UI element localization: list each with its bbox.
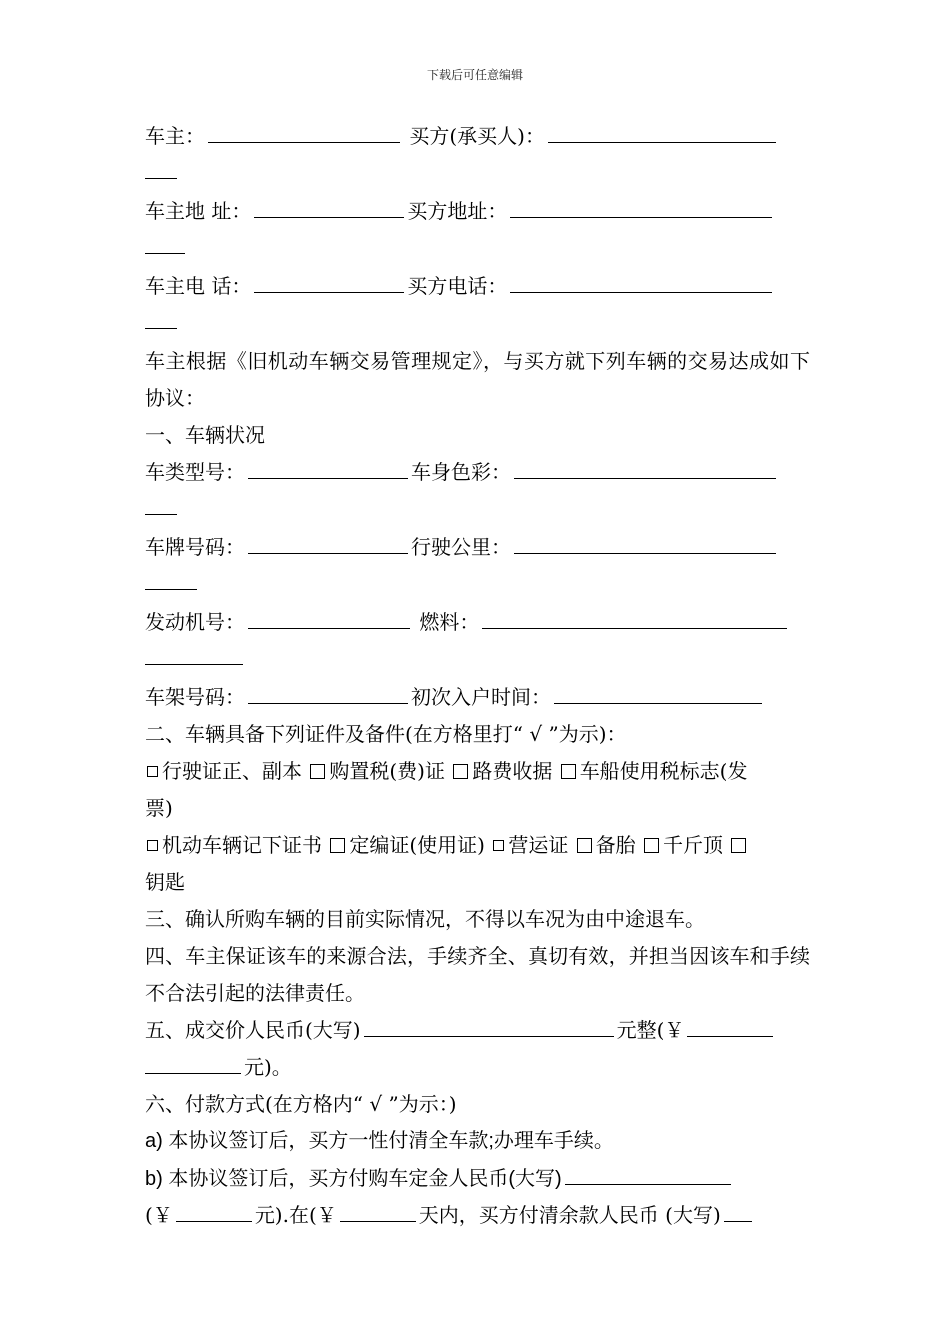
frame-label: 车架号码： (145, 685, 245, 709)
section6-title: 六、付款方式(在方格内“ √ ”为示：) (145, 1092, 457, 1116)
fuel-label: 燃料： (419, 610, 480, 634)
buyer-address-label: 买方地址： (407, 199, 508, 223)
price-number-field[interactable] (687, 1014, 773, 1037)
checkbox-driving-license[interactable] (147, 766, 158, 777)
days-field[interactable] (340, 1199, 416, 1222)
owner-phone-field[interactable] (254, 270, 404, 293)
fuel-field-continued[interactable] (145, 641, 243, 665)
page-header: 下载后可任意编辑 (426, 68, 523, 82)
item-spare-tire: 备胎 (595, 833, 636, 857)
checkbox-operating-cert[interactable] (493, 840, 504, 851)
section3-text: 三、确认所购车辆的目前实际情况，不得以车况为由中途退车。 (145, 907, 705, 931)
owner-field[interactable] (208, 120, 400, 143)
documents-row-2 (145, 827, 810, 864)
checkbox-seating-cert[interactable] (330, 838, 345, 853)
item-jack: 千斤顶 (663, 833, 724, 857)
owner-buyer-row (145, 118, 810, 155)
plate-label: 车牌号码： (145, 535, 245, 559)
color-label: 车身色彩： (411, 460, 511, 484)
payment-b-yen-1: (￥ (145, 1203, 173, 1227)
price-middle: 元整(￥ (616, 1018, 685, 1042)
intro-paragraph: 车主根据《旧机动车辆交易管理规定》，与买方就下列车辆的交易达成如下协议： (145, 349, 810, 410)
model-color-row (145, 454, 810, 491)
price-number-field-continued[interactable] (145, 1051, 241, 1074)
mileage-label: 行驶公里： (411, 535, 511, 559)
price-words-field[interactable] (364, 1014, 614, 1037)
mileage-field-continued[interactable] (145, 566, 197, 590)
owner-phone-label: 车主电 话： (145, 274, 252, 298)
fuel-field[interactable] (482, 606, 787, 629)
registration-field[interactable] (554, 681, 762, 704)
owner-label: 车主： (145, 124, 205, 148)
contract-body (145, 118, 810, 1234)
engine-label: 发动机号： (145, 610, 245, 634)
frame-registration-row (145, 679, 810, 716)
checkbox-toll-receipt[interactable] (453, 764, 468, 779)
payment-b-mid: 元).在(￥ (254, 1203, 337, 1227)
documents-row-1-cont: 票) (145, 796, 173, 820)
checkbox-purchase-tax[interactable] (310, 764, 325, 779)
plate-field[interactable] (248, 531, 408, 554)
balance-words-field[interactable] (724, 1199, 752, 1222)
model-label: 车类型号： (145, 460, 245, 484)
buyer-phone-field[interactable] (510, 270, 772, 293)
buyer-phone-label: 买方电话： (407, 274, 508, 298)
price-suffix: 元)。 (244, 1055, 292, 1079)
checkbox-jack[interactable] (644, 838, 659, 853)
price-row-cont (145, 1049, 810, 1086)
section1-title: 一、车辆状况 (145, 423, 265, 447)
price-row (145, 1012, 810, 1049)
plate-mileage-row (145, 529, 810, 566)
item-purchase-tax: 购置税(费)证 (329, 759, 445, 783)
deposit-number-field[interactable] (176, 1199, 252, 1222)
documents-row-1 (145, 753, 810, 790)
item-registration-cert: 机动车辆记下证书 (162, 833, 322, 857)
buyer-field[interactable] (548, 120, 776, 143)
price-prefix: 五、成交价人民币(大写) (145, 1018, 361, 1042)
checkbox-spare-tire[interactable] (577, 838, 592, 853)
owner-address-field[interactable] (254, 195, 404, 218)
section4-text: 四、车主保证该车的来源合法，手续齐全、真切有效，并担当因该车和手续不合法引起的法律责任。 (145, 944, 810, 1005)
item-toll-receipt: 路费收据 (472, 759, 553, 783)
payment-b-end: 天内，买方付清余款人民币 (大写) (418, 1203, 721, 1227)
frame-field[interactable] (248, 681, 408, 704)
checkbox-registration-cert[interactable] (147, 840, 158, 851)
model-field[interactable] (248, 456, 408, 479)
item-seating-cert: 定编证(使用证) (349, 833, 485, 857)
buyer-address-field[interactable] (510, 195, 772, 218)
deposit-words-field[interactable] (565, 1162, 731, 1185)
color-field-continued[interactable] (145, 491, 177, 515)
payment-option-b (145, 1160, 810, 1197)
item-driving-license: 行驶证正、副本 (162, 759, 302, 783)
section2-title: 二、车辆具备下列证件及备件(在方格里打“ √ ”为示)： (145, 722, 627, 746)
buyer-label: 买方(承买人)： (409, 124, 545, 148)
buyer-field-continued[interactable] (145, 155, 177, 179)
engine-fuel-row (145, 604, 810, 641)
engine-field[interactable] (248, 606, 410, 629)
item-vehicle-tax: 车船使用税标志(发 (579, 759, 748, 783)
payment-b-text: b) 本协议签订后，买方付购车定金人民币(大写) (145, 1168, 562, 1190)
color-field[interactable] (514, 456, 776, 479)
documents-row-2-cont: 钥匙 (145, 870, 185, 894)
address-field-continued[interactable] (145, 230, 185, 254)
address-row (145, 193, 810, 230)
owner-address-label: 车主地 址： (145, 199, 252, 223)
phone-row (145, 268, 810, 305)
payment-option-b-cont (145, 1197, 810, 1234)
payment-option-a: a) 本协议签订后，买方一性付清全车款;办理车手续。 (145, 1130, 614, 1152)
checkbox-keys[interactable] (731, 838, 746, 853)
checkbox-vehicle-tax[interactable] (561, 764, 576, 779)
mileage-field[interactable] (514, 531, 776, 554)
registration-label: 初次入户时间： (411, 685, 551, 709)
item-operating-cert: 营运证 (508, 833, 569, 857)
phone-field-continued[interactable] (145, 305, 177, 329)
